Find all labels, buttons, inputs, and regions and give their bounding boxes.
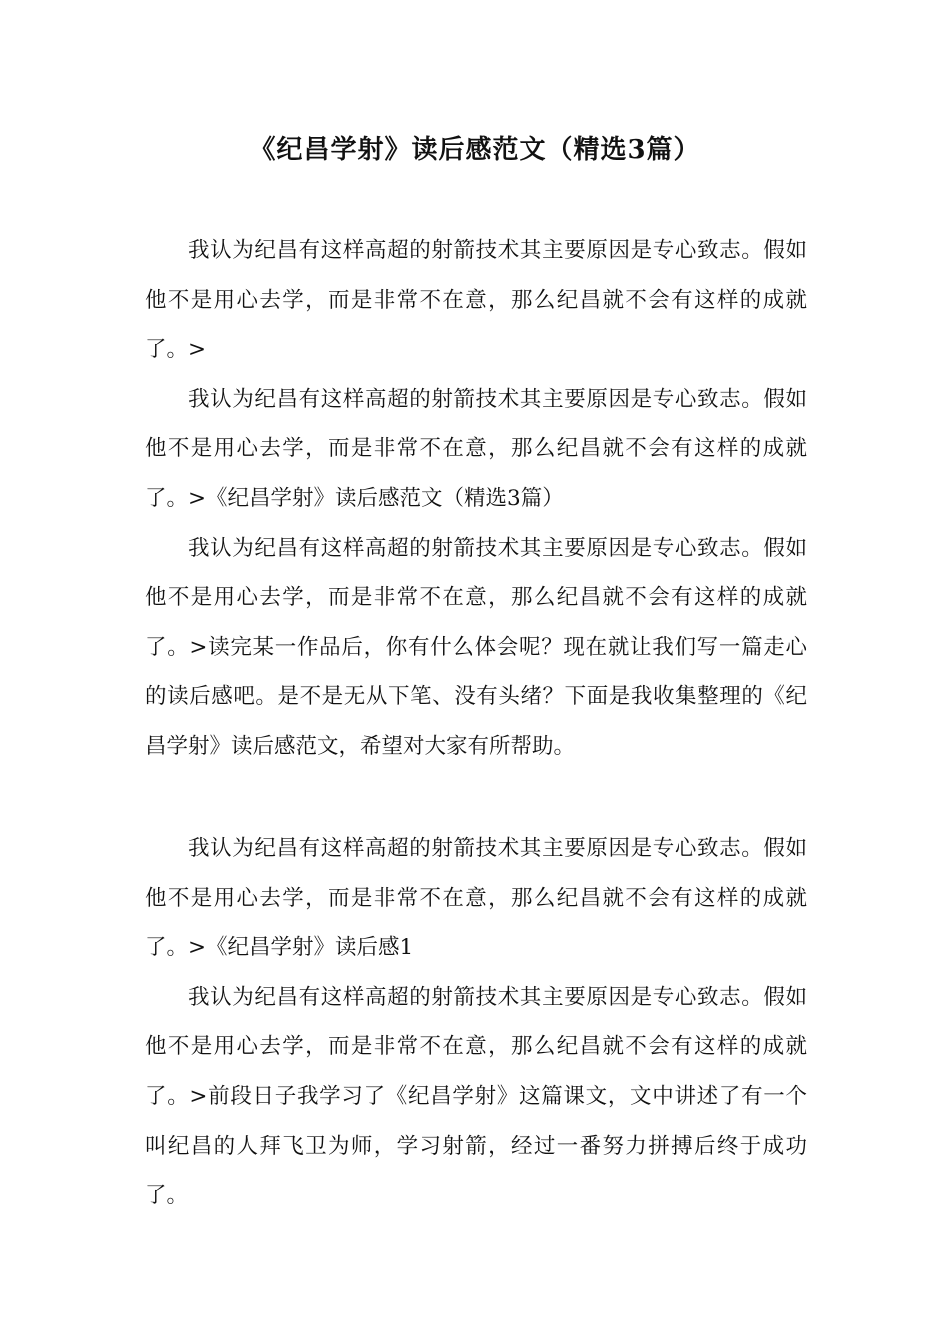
paragraph: 我认为纪昌有这样高超的射箭技术其主要原因是专心致志。假如他不是用心去学，而是非常不在意，那么纪昌就不会有这样的成就了。>《纪昌学射》读后感范文（精选3篇）: [145, 386, 807, 511]
paragraph: 我认为纪昌有这样高超的射箭技术其主要原因是专心致志。假如他不是用心去学，而是非常不在意，那么纪昌就不会有这样的成就了。>《纪昌学射》读后感1: [145, 836, 807, 961]
paragraph-group-intro: [145, 226, 807, 772]
paragraph: 我认为纪昌有这样高超的射箭技术其主要原因是专心致志。假如他不是用心去学，而是非常不在意，那么纪昌就不会有这样的成就了。>: [145, 238, 807, 363]
paragraph-group-essay-1: [145, 824, 807, 1221]
paragraph: 我认为纪昌有这样高超的射箭技术其主要原因是专心致志。假如他不是用心去学，而是非常不在意，那么纪昌就不会有这样的成就了。>前段日子我学习了《纪昌学射》这篇课文，文中讲述了有一个叫纪昌的人拜飞卫为师，学习射箭，经过一番努力拼搏后终于成功了。: [145, 984, 807, 1209]
paragraph: 我认为纪昌有这样高超的射箭技术其主要原因是专心致志。假如他不是用心去学，而是非常不在意，那么纪昌就不会有这样的成就了。>读完某一作品后，你有什么体会呢？现在就让我们写一篇走心的读后感吧。是不是无从下笔、没有头绪？下面是我收集整理的《纪昌学射》读后感范文，希望对大家有所帮助。: [145, 535, 807, 759]
document-title: 《纪昌学射》读后感范文（精选3篇）: [249, 135, 701, 165]
